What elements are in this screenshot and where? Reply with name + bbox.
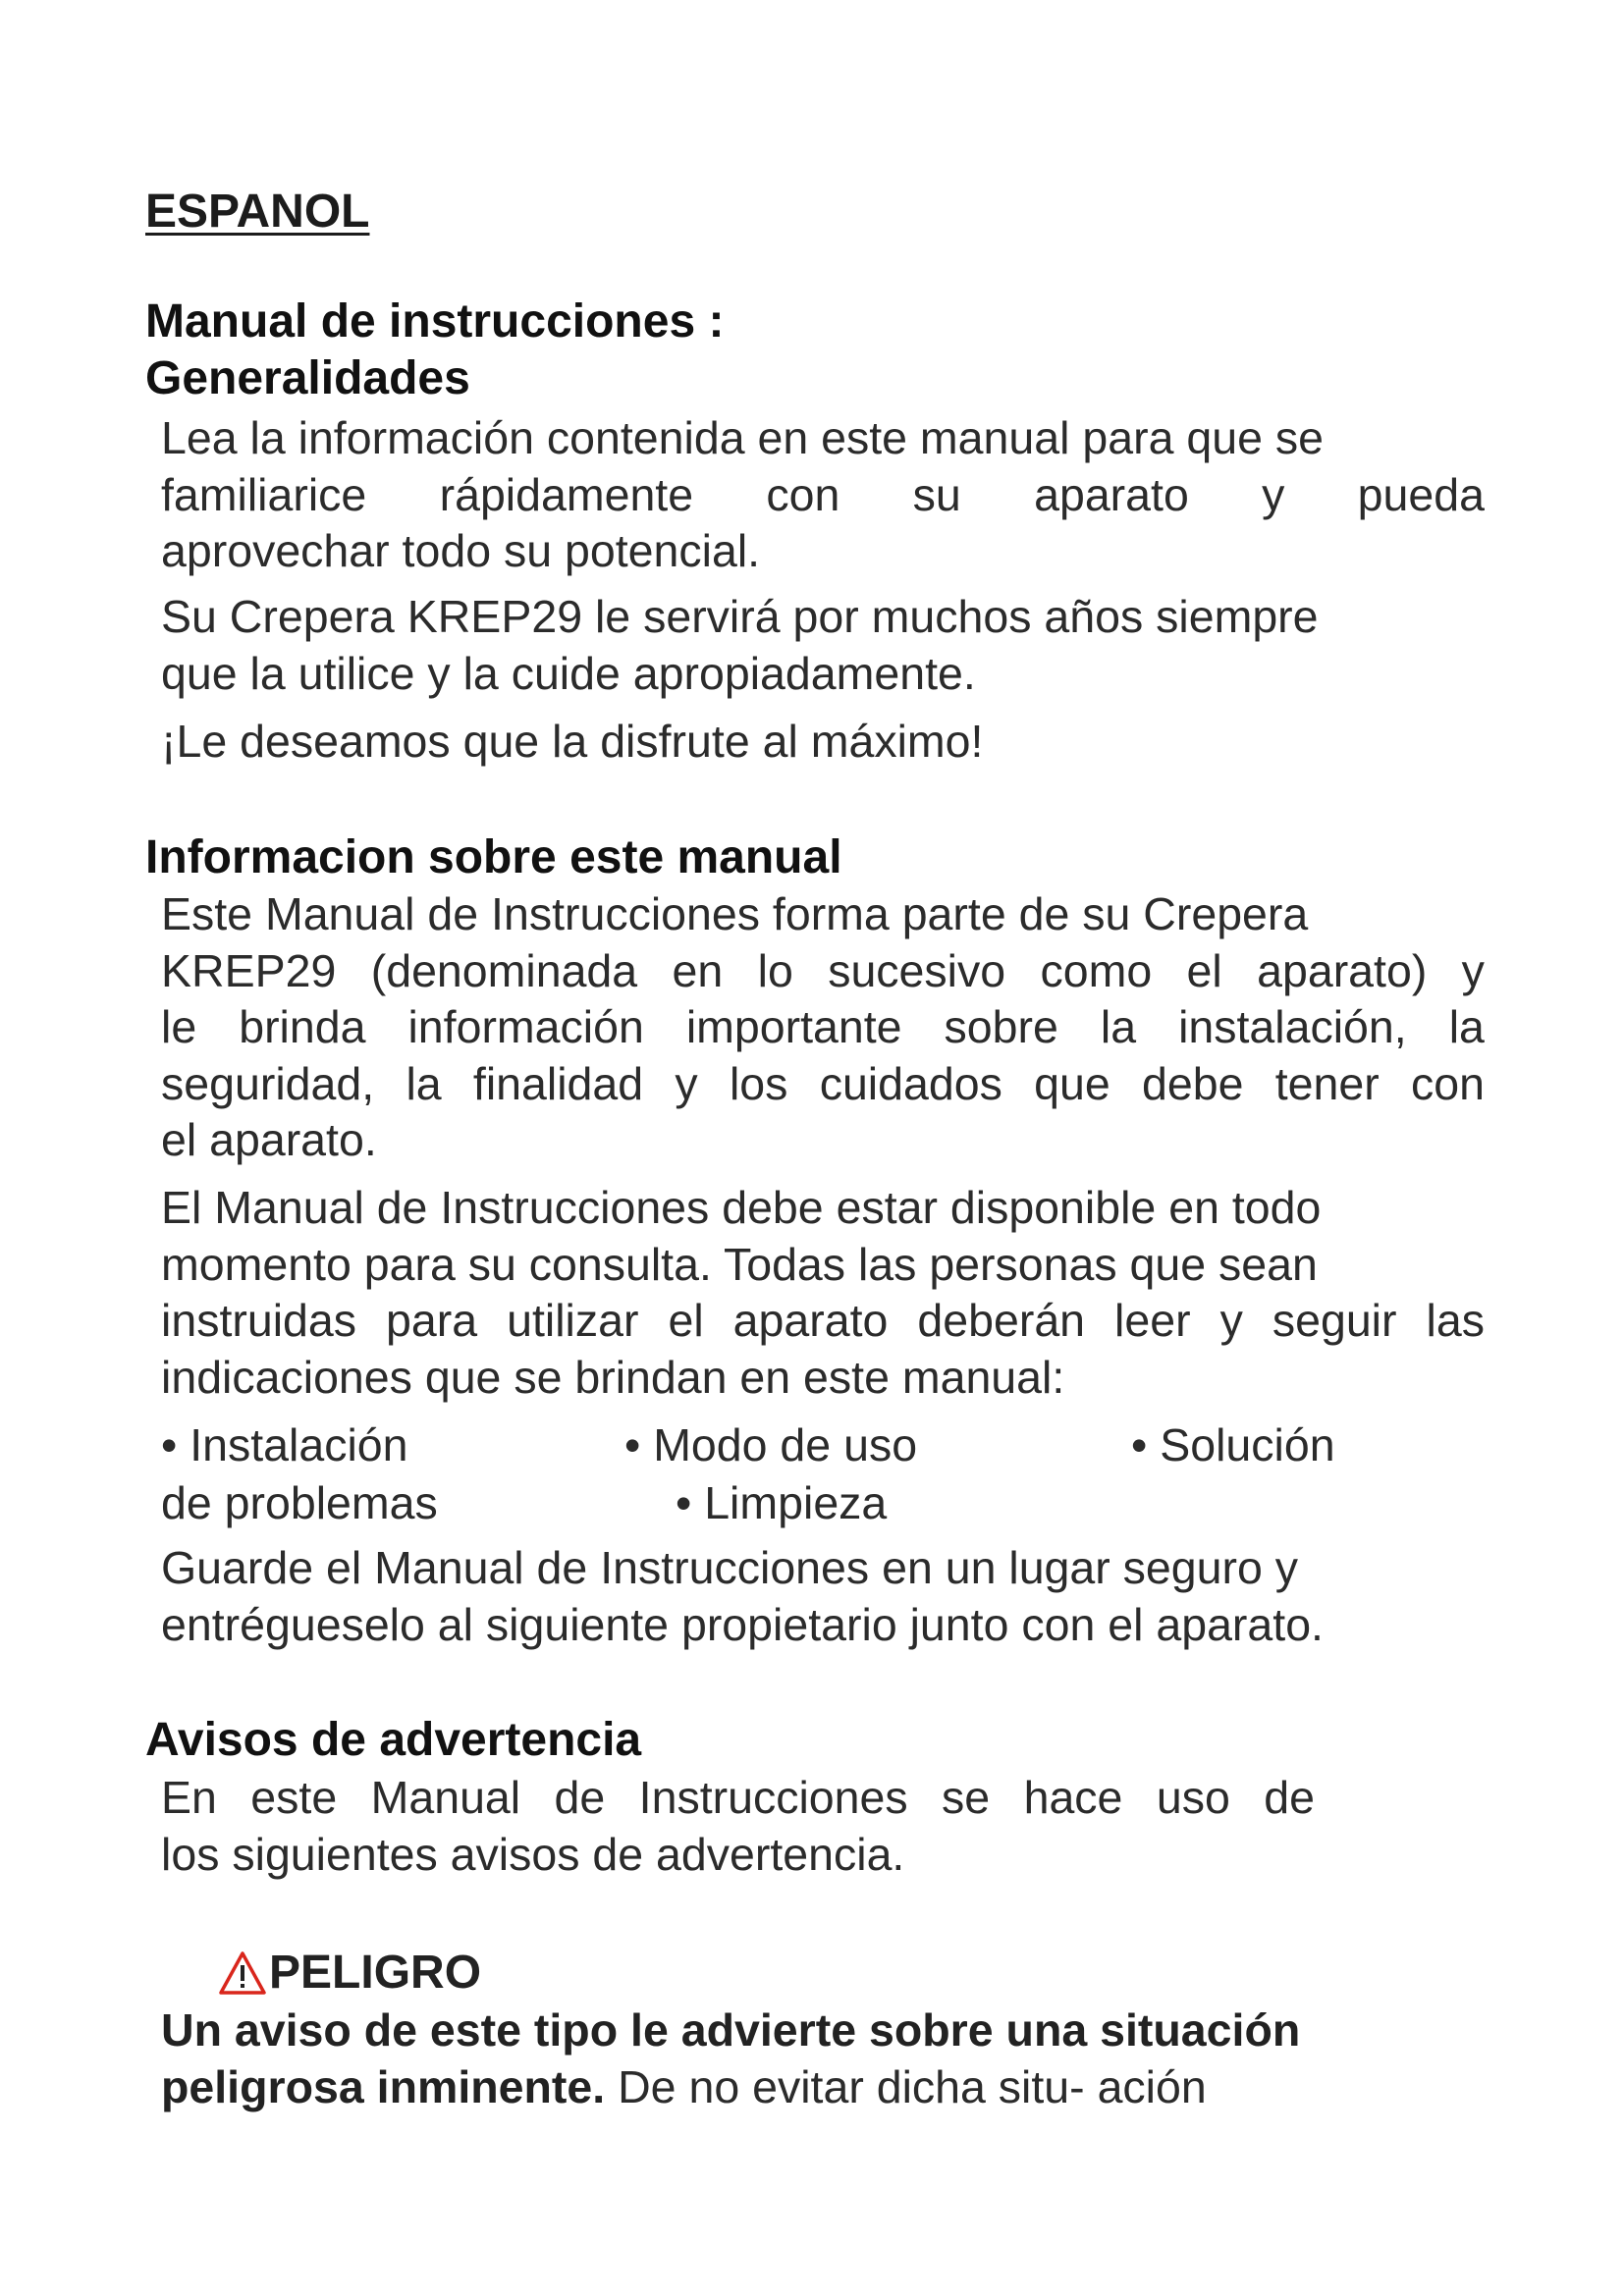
word: debe <box>1141 1057 1244 1109</box>
word: con <box>766 468 840 520</box>
word: deberán <box>917 1295 1086 1346</box>
danger-line-2 <box>161 2059 1487 2116</box>
word: y <box>1262 468 1285 520</box>
danger-label-text: PELIGRO <box>269 1947 482 1999</box>
text-line: Su Crepera KREP29 le servirá por muchos años siempre <box>161 591 1319 642</box>
word: para <box>386 1295 478 1346</box>
word: la <box>406 1057 442 1109</box>
word: su <box>912 468 961 520</box>
word: y <box>1219 1295 1243 1346</box>
word: rápidamente <box>439 468 694 520</box>
word: información <box>407 1001 644 1052</box>
text-line: Lea la información contenida en este manual para que se <box>161 412 1324 463</box>
word: como <box>1040 944 1153 996</box>
text-line: los siguientes avisos de advertencia. <box>161 1828 905 1880</box>
word: aparato <box>732 1295 889 1346</box>
bullet-cleaning: • Limpieza <box>676 1477 888 1528</box>
text-line: ¡Le deseamos que la disfrute al máximo! <box>161 716 984 767</box>
danger-line-1: Un aviso de este tipo le advierte sobre una situación <box>161 2004 1301 2056</box>
justified-line <box>161 999 1485 1056</box>
text-line: el aparato. <box>161 1114 377 1165</box>
word: (denominada <box>370 944 638 996</box>
word: instruidas <box>161 1295 357 1346</box>
justified-line <box>161 1056 1485 1113</box>
justified-line <box>161 1293 1485 1350</box>
word: utilizar <box>507 1295 639 1346</box>
word: con <box>1411 1057 1485 1109</box>
general-heading: Generalidades <box>145 352 470 404</box>
general-paragraph-2 <box>161 589 1487 702</box>
word: y <box>675 1057 698 1109</box>
text-line: entrégueselo al siguiente propietario junto con el aparato. <box>161 1598 1324 1650</box>
word: que <box>1034 1057 1110 1109</box>
text-line: Este Manual de Instrucciones forma parte de su Crepera <box>161 888 1309 939</box>
danger-label <box>218 1946 481 2001</box>
word: aparato) <box>1257 944 1428 996</box>
word: la <box>1448 1001 1485 1052</box>
word: este <box>250 1772 338 1823</box>
word: sucesivo <box>828 944 1006 996</box>
text-line: indicaciones que se brindan en este manual: <box>161 1351 1065 1403</box>
justified-line <box>161 1770 1315 1827</box>
word: cuidados <box>819 1057 1002 1109</box>
word: en <box>672 944 724 996</box>
bullet-troubleshooting-continued: de problemas <box>161 1477 438 1528</box>
warnings-paragraph <box>161 1770 1315 1883</box>
word: pueda <box>1357 468 1485 520</box>
word: brinda <box>239 1001 366 1052</box>
danger-description <box>161 2002 1487 2115</box>
bullet-troubleshooting: • Solución <box>1131 1419 1335 1470</box>
language-title: ESPANOL <box>145 186 370 238</box>
word: sobre <box>944 1001 1058 1052</box>
word: uso <box>1156 1772 1230 1823</box>
word: importante <box>685 1001 902 1052</box>
word: se <box>942 1772 991 1823</box>
about-paragraph-3 <box>161 1540 1487 1653</box>
about-paragraph-2 <box>161 1180 1485 1406</box>
word: seguir <box>1272 1295 1397 1346</box>
manual-heading: Manual de instrucciones : <box>145 295 725 347</box>
word: los <box>729 1057 788 1109</box>
word: finalidad <box>472 1057 644 1109</box>
word: le <box>161 1001 197 1052</box>
word: KREP29 <box>161 944 337 996</box>
warning-triangle-icon <box>218 1950 267 1996</box>
word: el <box>1186 944 1222 996</box>
text-line: momento para su consulta. Todas las personas que sean <box>161 1238 1318 1290</box>
word: aparato <box>1034 468 1189 520</box>
word: la <box>1100 1001 1137 1052</box>
danger-line-2-rest: De no evitar dicha situ- ación <box>605 2060 1207 2112</box>
word: Manual <box>370 1772 521 1823</box>
word: En <box>161 1772 217 1823</box>
text-line: aprovechar todo su potencial. <box>161 525 761 576</box>
word: Instrucciones <box>638 1772 908 1823</box>
word: las <box>1426 1295 1485 1346</box>
text-line: El Manual de Instrucciones debe estar disponible en todo <box>161 1182 1322 1233</box>
general-paragraph-3 <box>161 714 1487 771</box>
word: instalación, <box>1178 1001 1407 1052</box>
general-paragraph-1 <box>161 410 1485 580</box>
justified-line <box>161 943 1485 1000</box>
word: de <box>1264 1772 1315 1823</box>
word: tener <box>1274 1057 1380 1109</box>
word: seguridad, <box>161 1057 375 1109</box>
warnings-heading: Avisos de advertencia <box>145 1714 642 1766</box>
danger-line-2-bold: peligrosa inminente. <box>161 2060 606 2112</box>
word: lo <box>757 944 793 996</box>
text-line: que la utilice y la cuide apropiadamente. <box>161 647 976 699</box>
text-line: Guarde el Manual de Instrucciones en un lugar seguro y <box>161 1542 1299 1593</box>
word: de <box>554 1772 606 1823</box>
word: y <box>1461 944 1485 996</box>
word: el <box>668 1295 704 1346</box>
bullet-installation: • Instalación <box>161 1419 408 1470</box>
justified-line <box>161 467 1485 524</box>
about-paragraph-1 <box>161 886 1485 1169</box>
word: hace <box>1023 1772 1123 1823</box>
about-heading: Informacion sobre este manual <box>145 831 842 883</box>
word: familiarice <box>161 468 367 520</box>
word: leer <box>1114 1295 1191 1346</box>
bullet-usage: • Modo de uso <box>624 1419 918 1470</box>
